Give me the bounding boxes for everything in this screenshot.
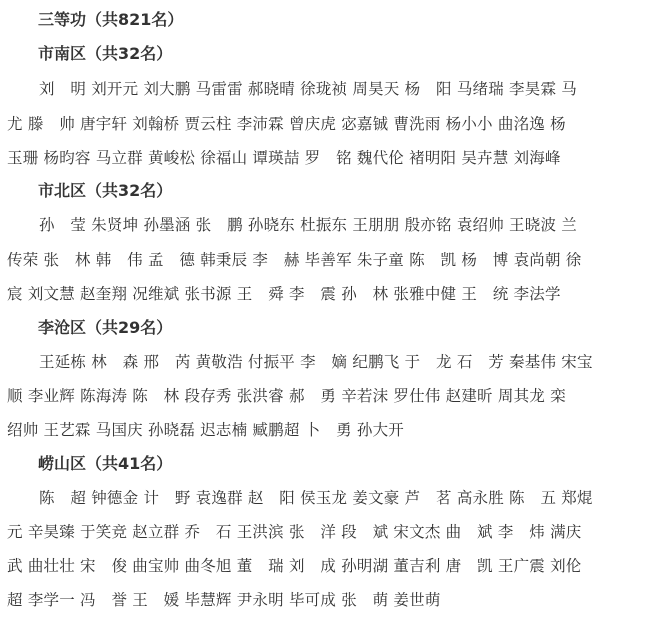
name-line: 宸 刘文慧 赵奎翔 况维斌 张书源 王 舜 李 震 孙 林 张雅中健 王 统 李法学 — [7, 285, 561, 303]
section-heading-licang: 李沧区（共29名） — [38, 318, 173, 337]
section-heading-shibei: 市北区（共32名） — [38, 181, 173, 200]
name-line: 元 辛昊臻 于笑竞 赵立群 乔 石 王洪滨 张 洋 段 斌 宋文杰 曲 斌 李 炜 满庆 — [7, 523, 582, 541]
name-line: 绍帅 王艺霖 马国庆 孙晓磊 迟志楠 臧鹏超 卜 勇 孙大开 — [7, 421, 404, 439]
name-line: 孙 莹 朱贤坤 孙墨涵 张 鹏 孙晓东 杜振东 王朋朋 殷亦铭 袁绍帅 王晓波 兰 — [39, 216, 577, 234]
name-line: 武 曲壮壮 宋 俊 曲宝帅 曲冬旭 董 瑞 刘 成 孙明湖 董吉利 唐 凯 王广震 刘伦 — [7, 557, 582, 575]
name-line: 传荣 张 林 韩 伟 孟 德 韩秉辰 李 赫 毕善军 朱子童 陈 凯 杨 博 袁尚朝 徐 — [7, 251, 582, 269]
name-line: 陈 超 钟德金 计 野 袁逸群 赵 阳 侯玉龙 姜文豪 芦 茗 高永胜 陈 五 郑焜 — [39, 489, 593, 507]
name-line: 玉珊 杨昀容 马立群 黄峻松 徐福山 谭瑛喆 罗 铭 魏代伦 褚明阳 吴卉慧 刘海峰 — [7, 149, 561, 167]
name-line: 顺 李业辉 陈海涛 陈 林 段存秀 张洪睿 郝 勇 辛若沫 罗仕伟 赵建昕 周其龙 栾 — [7, 387, 566, 405]
section-heading-laoshan: 崂山区（共41名） — [38, 454, 173, 473]
name-line: 超 李学一 冯 誉 王 媛 毕慧辉 尹永明 毕可成 张 萌 姜世萌 — [7, 591, 441, 609]
name-line: 王延栋 林 森 邢 芮 黄敬浩 付振平 李 嫡 纪鹏飞 于 龙 石 芳 秦基伟 宋宝 — [39, 353, 593, 371]
award-title: 三等功（共821名） — [38, 10, 184, 29]
section-heading-shinan: 市南区（共32名） — [38, 44, 173, 63]
name-line: 刘 明 刘开元 刘大鹏 马雷雷 郝晓晴 徐珑祯 周昊天 杨 阳 马绪瑞 李昊霖 马 — [39, 80, 577, 98]
name-line: 尤 滕 帅 唐宇轩 刘翰桥 贾云柱 李沛霖 曾庆虎 宓嘉铖 曹洗雨 杨小小 曲洺逸 杨 — [7, 115, 566, 133]
